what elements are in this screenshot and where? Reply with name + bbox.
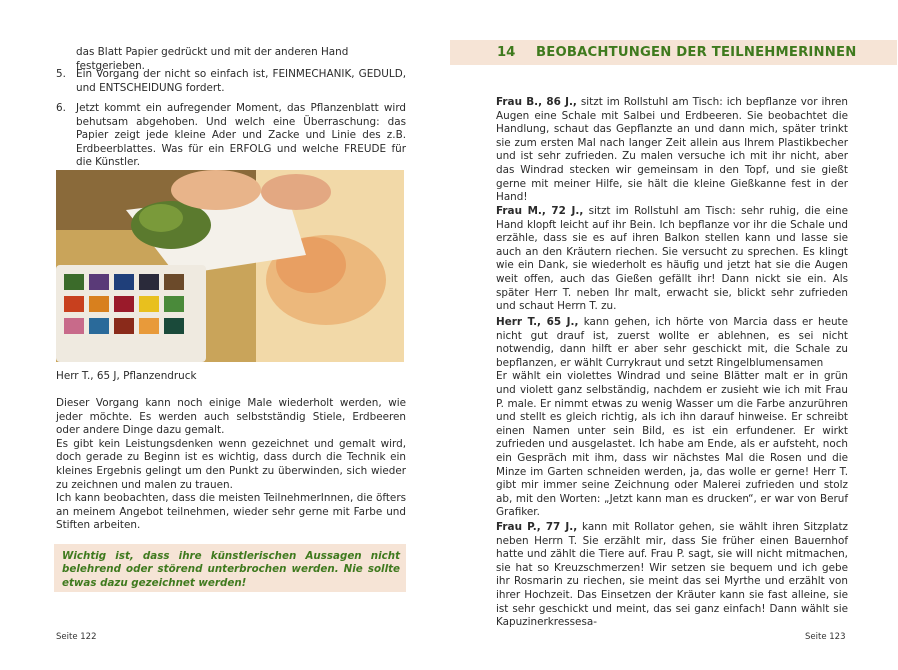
photo-caption: Herr T., 65 J, Pflanzendruck <box>56 370 197 382</box>
paragraph: Es gibt kein Leistungsdenken wenn gezeichnet und gemalt wird, doch gerade zu Beginn ist es wichtig, dass durch die Technik ein kleines Ergebnis gelingt um den Punkt zu überwinden, sich wieder zu zeichnen und malen zu trauen. <box>56 437 406 491</box>
paragraph: Dieser Vorgang kann noch einige Male wiederholt werden, wie jeder möchte. Es werden auch selbstständig Stiele, Erdbeeren oder andere Dinge dazu gemalt. <box>56 397 406 437</box>
observation-entry <box>496 521 848 630</box>
plant-print-photo <box>56 170 404 362</box>
highlight-callout: Wichtig ist, dass ihre künstlerischen Aussagen nicht belehrend oder störend unterbrochen werden. Nie sollte etwas dazu gezeichnet werden! <box>54 544 406 592</box>
observation-text: sitzt im Rollstuhl am Tisch: ich bepflanze vor ihren Augen eine Schale mit Salbei und Erdbeeren. Sie beobachtet die Handlung, schaut das Gepflanzte an und dann mich, später trinkt sie zum ersten Mal nach langer Zeit allein aus Ihrem Plastikbecher und ist sehr zufrieden. Zu malen versuche ich mit ihr nicht, aber das Windrad stecken wir gemeinsam in den Topf, und sie gießt gerne mit meiner Hilfe, sie hält die kleine Gießkanne fest in der Hand! <box>496 96 848 204</box>
list-item <box>56 102 406 170</box>
chapter-title: BEOBACHTUNGEN DER TEILNEHMERINNEN <box>536 45 857 60</box>
observation-entry <box>496 205 848 314</box>
chapter-header <box>450 40 897 65</box>
participant-name: Frau B., 86 J., <box>496 96 577 108</box>
page-number: Seite 123 <box>805 632 846 642</box>
participant-name: Frau P., 77 J., <box>496 521 578 533</box>
right-page <box>449 0 898 670</box>
observation-text: Er wählt ein violettes Windrad und seine Blätter malt er in grün und violett ganz selbständig, nachdem er zusieht wie ich mit Frau P. male. Er nimmt etwas zu wenig Wasser um die Farbe anzurühren und stellt es gleich richtig, als ich ihn darauf hinweise. Er schreibt einen Namen unter sein Bild, es ist ein erfundener. Er wirkt zufrieden und ausgelastet. Ich habe am Ende, als er aufsteht, noch ein Gespräch mit ihm, dass wir nächstes Mal die Rosen und die Minze im Garten schneiden werden, ja, das wolle er gerne! Herr T. gibt mir immer seine Zeichnung oder Malerei zufrieden und stolz ab, mit den Worten: „Jetzt kann man es drucken“, er war von Beruf Grafiker. <box>496 370 848 519</box>
continuation-line: das Blatt Papier gedrückt und mit der anderen Hand festgerieben. <box>76 46 349 72</box>
list-item <box>56 68 406 95</box>
chapter-number: 14 <box>497 45 516 60</box>
observation-entry <box>496 316 848 520</box>
list-text: Jetzt kommt ein aufregender Moment, das Pflanzenblatt wird behutsam abgehoben. Und welch eine Überraschung: das Papier zeigt jede kleine Ader und Zacke und Linie des z.B. Erdbeerblattes. Was für ein ERFOLG und welche FREUDE für die Künstler. <box>76 102 406 169</box>
observation-text: kann mit Rollator gehen, sie wählt ihren Sitzplatz neben Herrn T. Sie erzählt mir, dass Sie früher einen Bauernhof hatte und zählt die Tiere auf. Frau P. sagt, sie will nicht mitmachen, sie hat so Kreuzschmerzen! Wir setzen sie bequem und ich gebe ihr Rosmarin zu riechen, sie meint das sei Myrthe und erzählt von ihrer Hochzeit. Das Einsetzen der Kräuter kann sie fast alleine, sie ist sehr geschickt und meint, das sei ganz einfach! Dann wählt sie Kapuzinerkressesa- <box>496 521 848 629</box>
participant-name: Herr T., 65 J., <box>496 316 579 328</box>
observation-text: sitzt im Rollstuhl am Tisch: sehr ruhig, die eine Hand klopft leicht auf ihr Bein. Ich bepflanze vor ihr die Schale und erzähle, dass sie es auf ihren Balkon stellen kann und lasse sie auch an den Kräutern riechen. Sie versucht zu sprechen. Es klingt wie ein Dank, sie wiederholt es häufig und jetzt hat sie die Augen weit offen, auch das Gießen gefällt ihr! Dann nickt sie ein. Als später Herr T. neben Ihr malt, erwacht sie, blickt sehr zufrieden und schaut Herrn T. zu. <box>496 205 848 313</box>
page-number: Seite 122 <box>56 632 97 642</box>
list-number: 6. <box>56 102 66 114</box>
list-number: 5. <box>56 68 66 80</box>
body-text <box>56 397 406 533</box>
paragraph: Ich kann beobachten, dass die meisten TeilnehmerInnen, die öfters an meinem Angebot teilnehmen, wieder sehr gerne mit Farbe und Stiften arbeiten. <box>56 492 406 532</box>
list-text: Ein Vorgang der nicht so einfach ist, FEINMECHANIK, GEDULD, und ENTSCHEIDUNG fordert. <box>76 68 406 94</box>
observation-entry <box>496 96 848 205</box>
observation-text: kann gehen, ich hörte von Marcia dass er heute nicht gut drauf ist, zuerst wollte er ablehnen, es sei nicht notwendig, dann hilft er aber sehr geschickt mit, die Schale zu bepflanzen, er wählt Currykraut und setzt Ringelblumensamen <box>496 316 849 369</box>
participant-name: Frau M., 72 J., <box>496 205 584 217</box>
